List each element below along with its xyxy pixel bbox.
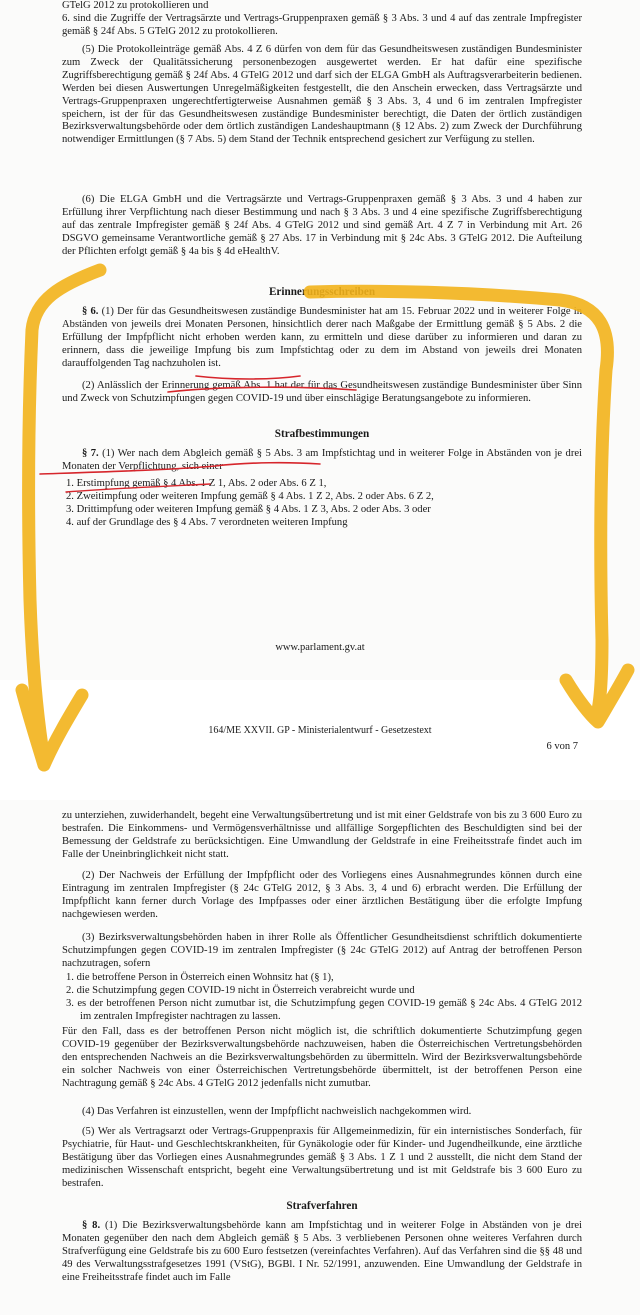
section-7-p3-list <box>66 972 582 1024</box>
list-item: 2. die Schutzimpfung gegen COVID-19 nicht in Österreich verabreicht wurde und <box>66 984 415 996</box>
list-item: 1. die betroffene Person in Österreich einen Wohnsitz hat (§ 1), <box>66 972 334 983</box>
source-url: www.parlament.gv.at <box>275 642 365 653</box>
list-item: 3. Drittimpfung oder weiteren Impfung gemäß § 4 Abs. 1 Z 3, Abs. 2 oder Abs. 3 oder <box>66 503 431 515</box>
section-7-paragraph-2: (2) Der Nachweis der Erfüllung der Impfpflicht oder des Vorliegens eines Ausnahmegrundes können durch eine Eintragung im zentralen Impfregister (§ 24c GTelG 2012, § 3 Abs. 3, 4 und 6) erbracht werden. Die Erfüllung der Impfpflicht kann ferner durch Vorlage des Impfpasses oder einer ärztlichen Bestätigung über die erfolgte Impfung nachgewiesen werden. <box>62 870 582 920</box>
list-item: 3. es der betroffenen Person nicht zumutbar ist, die Schutzimpfung gegen COVID-19 gemäß § 24c Abs. 4 GTelG 2012 im zentralen Impfregister nachtragen zu lassen. <box>66 997 582 1022</box>
section-7-paragraph-5: (5) Wer als Vertragsarzt oder Vertrags-Gruppenpraxis für Allgemeinmedizin, für ein internistisches Sonderfach, für Psychiatrie, für Haut- und Geschlechtskrankheiten, für Gynäkologie oder für Kinder- und Jugendheilkunde, eine ärztliche Bestätigung über das Vorliegen eines Ausnahmegrundes gemäß § 3 Abs. 1 Z 1 und 2 ausstellt, die nicht dem Stand der medizinischen Wissenschaft entspricht, begeht eine Verwaltungsübertretung und ist mit Geldstrafe bis 3 600 Euro zu bestrafen. <box>62 1126 582 1189</box>
document-footer: 164/ME XXVII. GP - Ministerialentwurf - Gesetzestext <box>208 725 432 736</box>
intro-line-2: 6. sind die Zugriffe der Vertragsärzte und Vertrags-Gruppenpraxen gemäß § 3 Abs. 3 und 4 auf das zentrale Impfregister gemäß § 24f Abs. 5 GTelG 2012 zu protokollieren. <box>62 12 582 37</box>
section-7-paragraph-4: (4) Das Verfahren ist einzustellen, wenn der Impfpflicht nachweislich nachgekommen wird. <box>82 1106 472 1117</box>
heading-erinnerungsschreiben: Erinnerungsschreiben <box>268 286 376 298</box>
section-7-paragraph-3-tail: Für den Fall, dass es der betroffenen Person nicht möglich ist, die schriftlich dokumentierte Schutzimpfung gegen COVID-19 gegenüber der Bezirksverwaltungsbehörde nachzuweisen, haben die Österreichischen Vertretungsbehörden den entsprechenden Nachweis an die Bezirksverwaltungsbehörden zu übermitteln. Wird der Bezirksverwaltungsbehörde ein solcher Nachweis von einer Österreichischen Vertretungsbehörde übermittelt, ist der betroffenen Person eine Nachtragung gemäß § 24c Abs. 4 GTelG 2012 jedenfalls nicht zumutbar. <box>62 1026 582 1089</box>
list-item: 1. Erstimpfung gemäß § 4 Abs. 1 Z 1, Abs. 2 oder Abs. 6 Z 1, <box>66 478 327 489</box>
intro-line-1: GTelG 2012 zu protokollieren und <box>62 0 209 11</box>
section-7-label: § 7. <box>82 448 99 459</box>
heading-strafbestimmungen: Strafbestimmungen <box>274 428 370 440</box>
section-7-paragraph-1 <box>62 448 582 474</box>
section-8-text: (1) Die Bezirksverwaltungsbehörde kann am Impfstichtag und in weiterer Folge in Abständen von je drei Monaten gegenüber den nach dem Abgleich gemäß § 5 Abs. 3 verbliebenen Personen ohne weiteres Verfahren durch Strafverfügung eine Geldstrafe bis zu 600 Euro festsetzen (vereinfachtes Verfahren). Auf das Verfahren sind die §§ 48 und 49 des Verwaltungsstrafgesetzes 1991 (VStG), BGBl. I Nr. 52/1991, anzuwenden. Eine Umwandlung der Geldstrafe in eine Freiheitsstrafe findet auch im Falle <box>62 1220 582 1283</box>
section-8-label: § 8. <box>82 1220 101 1231</box>
section-6-text: (1) Der für das Gesundheitswesen zuständige Bundesminister hat am 15. Februar 2022 und in weiterer Folge in Abständen von jeweils drei Monaten Personen, hinsichtlich derer nach Maßgabe der Ermittlung gemäß § 5 Abs. 2 die Erfüllung der Impfpflicht nicht erhoben werden kann, zu ermitteln und diese darüber zu informieren und daran zu erinnern, dass die jeweilige Impfung bis zum Impfstichtag oder zu dem im Abstand von jeweils drei Monaten darauffolgenden Tag nachzuholen ist. <box>62 306 582 369</box>
section-7-continuation: zu unterziehen, zuwiderhandelt, begeht eine Verwaltungsübertretung und ist mit einer Geldstrafe von bis zu 3 600 Euro zu bestrafen. Die Einkommens- und Vermögensverhältnisse und allfällige Sorgepflichten des Beschuldigten sind bei der Bemessung der Geldstrafe zu berücksichtigen. Eine Umwandlung der Geldstrafe in eine Freiheitsstrafe findet auch im Falle der Uneinbringlichkeit nicht statt. <box>62 810 582 860</box>
list-item: 4. auf der Grundlage des § 4 Abs. 7 verordneten weiteren Impfung <box>66 516 348 528</box>
section-7-list <box>66 478 582 530</box>
page-number: 6 von 7 <box>546 741 578 752</box>
document-page-7 <box>0 800 640 1315</box>
list-item: 2. Zweitimpfung oder weiteren Impfung gemäß § 4 Abs. 1 Z 2, Abs. 2 oder Abs. 6 Z 2, <box>66 490 434 502</box>
paragraph-5: (5) Die Protokolleinträge gemäß Abs. 4 Z 6 dürfen von dem für das Gesundheitswesen zuständigen Bundesminister zum Zweck der Qualitätssicherung personenbezogen ausgewertet werden. Er hat dafür eine spezifische Zugriffsberechtigung gemäß § 24f Abs. 4 GTelG 2012 und darf sich der ELGA GmbH als Auftragsverarbeiterin bedienen. Werden bei diesen Auswertungen Unregelmäßigkeiten festgestellt, die den Anschein erwecken, dass Vertragsärzte und Vertrags-Gruppenpraxen ungerechtfertigterweise Ausnahmen gemäß § 3 Abs. 3, 4 und 6 im zentralen Impfregister speichern, ist der für das Gesundheitswesen zuständige Bundesminister berechtigt, die Daten der örtlich zuständigen Bezirksverwaltungsbehörde oder dem örtlich zuständigen Landeshauptmann (§ 12 Abs. 2) zum Zweck der Durchführung notwendiger Ermittlungen (§ 7 Abs. 5) dem Stand der Technik entsprechend gesichert zur Verfügung zu stellen. <box>62 44 582 146</box>
section-6-paragraph-2: (2) Anlässlich der Erinnerung gemäß Abs. 1 hat der für das Gesundheitswesen zuständige Bundesminister über Sinn und Zweck von Schutzimpfungen gegen COVID-19 und über einschlägige Beratungsangebote zu informieren. <box>62 380 582 404</box>
paragraph-6: (6) Die ELGA GmbH und die Vertragsärzte und Vertrags-Gruppenpraxen gemäß § 3 Abs. 3 und 4 haben zur Erfüllung ihrer Verpflichtung nach dieser Bestimmung und nach § 3 Abs. 3 und 4 eine spezifische Zugriffsberechtigung auf das zentrale Impfregister gemäß § 24f Abs. 4 GTelG 2012 und sind gemäß Art. 4 Z 7 in Verbindung mit Art. 26 DSGVO gemeinsame Verantwortliche gemäß § 27 Abs. 17 in Verbindung mit § 24c Abs. 3 GTelG 2012. Die Aufteilung der Pflichten erfolgt gemäß § 4a bis § 4d eHealthV. <box>62 194 582 257</box>
section-8-paragraph-1 <box>62 1220 582 1285</box>
section-6-paragraph-1 <box>62 306 582 371</box>
section-7-paragraph-3: (3) Bezirksverwaltungsbehörden haben in ihrer Rolle als Öffentlicher Gesundheitsdienst schriftlich dokumentierte Schutzimpfungen gegen COVID-19 im zentralen Impfregister (§ 24c GTelG 2012) auf Antrag der betroffenen Person nachzutragen, sofern <box>62 932 582 969</box>
section-6-label: § 6. <box>82 306 99 317</box>
intro-block <box>62 0 582 39</box>
heading-strafverfahren: Strafverfahren <box>286 1200 358 1212</box>
page-gap <box>0 680 640 800</box>
section-7-text: (1) Wer nach dem Abgleich gemäß § 5 Abs. 3 am Impfstichtag und in weiterer Folge in Abständen von je drei Monaten der Verpflichtung, sich einer <box>62 448 583 472</box>
